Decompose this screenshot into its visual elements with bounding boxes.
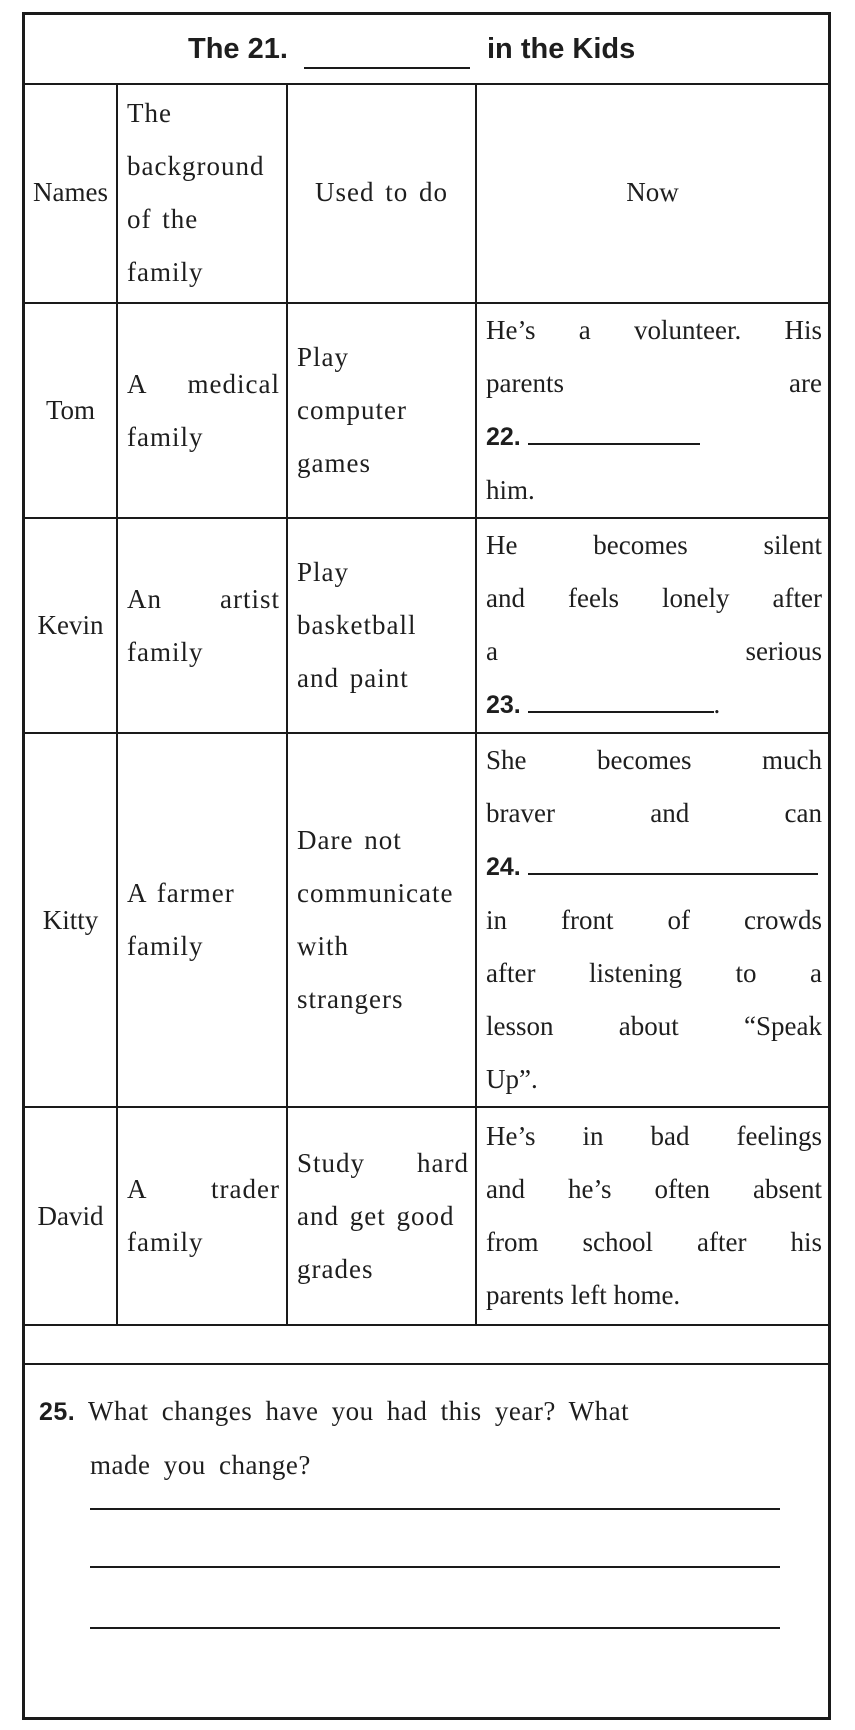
background-line: family (127, 421, 204, 452)
header-background-line: family (127, 256, 204, 287)
used-line: grades (297, 1253, 374, 1284)
question-number: 25. (39, 1398, 76, 1426)
table-row (25, 303, 828, 518)
period: . (713, 689, 721, 719)
row-name: Kitty (25, 733, 117, 1107)
table-row (25, 733, 828, 1107)
now-line: after listening to a (486, 958, 822, 988)
now-line: braver and can (486, 798, 822, 828)
blank-23 (528, 710, 714, 713)
row-now (476, 1107, 828, 1325)
now-line: She becomes much (486, 745, 822, 775)
answer-line[interactable] (90, 1627, 780, 1629)
header-background-line: of the (127, 203, 199, 234)
used-line: strangers (297, 984, 404, 1014)
question-text (39, 1385, 799, 1492)
used-line: Play (297, 342, 350, 372)
used-line: with (297, 931, 350, 961)
now-line (486, 840, 822, 894)
now-line (486, 410, 822, 464)
title-suffix: in the Kids (487, 33, 636, 65)
table-row (25, 1107, 828, 1325)
blank-21 (304, 67, 470, 69)
blank-number: 22. (486, 423, 521, 451)
row-name: Tom (25, 303, 117, 518)
header-background-line: The (127, 97, 172, 128)
row-background (117, 1107, 287, 1325)
question-line (39, 1385, 799, 1439)
used-line: Play (297, 557, 350, 587)
background-line: An artist (127, 583, 280, 614)
header-used: Used to do (287, 83, 476, 303)
used-line: and paint (297, 663, 409, 693)
now-line (486, 678, 822, 732)
answer-line[interactable] (90, 1566, 780, 1568)
row-now (476, 303, 828, 518)
used-line: Study hard (297, 1147, 469, 1178)
table-row (25, 518, 828, 733)
question-line-2: made you change? (90, 1450, 311, 1480)
row-background (117, 303, 287, 518)
blank-number: 23. (486, 691, 521, 719)
used-line: and get good (297, 1200, 455, 1231)
header-background (117, 83, 287, 303)
used-line: communicate (297, 878, 454, 908)
now-line: a serious (486, 636, 822, 666)
now-line: lesson about “Speak (486, 1011, 822, 1041)
row-now (476, 518, 828, 733)
background-line: A farmer (127, 878, 235, 908)
blank-number: 24. (486, 853, 521, 881)
header-row (25, 83, 828, 303)
used-line: Dare not (297, 825, 402, 855)
header-names: Names (25, 83, 117, 303)
row-now (476, 733, 828, 1107)
row-name: Kevin (25, 518, 117, 733)
question-25 (25, 1363, 828, 1717)
background-line: family (127, 1227, 204, 1257)
row-name: David (25, 1107, 117, 1325)
now-line: and feels lonely after (486, 583, 822, 613)
now-line: He’s in bad feelings (486, 1121, 822, 1151)
used-line: games (297, 448, 371, 478)
now-line: He’s a volunteer. His (486, 315, 822, 345)
now-line: and he’s often absent (486, 1174, 822, 1204)
now-line: from school after his (486, 1227, 822, 1257)
header-now: Now (476, 83, 828, 303)
now-line: him. (486, 475, 535, 505)
now-line: parents left home. (486, 1280, 681, 1310)
now-line: parents are (486, 368, 822, 398)
used-line: computer (297, 395, 407, 425)
now-line: Up”. (486, 1064, 538, 1094)
background-line: family (127, 636, 204, 667)
row-used (287, 303, 476, 518)
question-line-1: What changes have you had this year? What (88, 1396, 630, 1426)
now-line: in front of crowds (486, 905, 822, 935)
now-line: He becomes silent (486, 530, 822, 560)
row-used (287, 1107, 476, 1325)
answer-line[interactable] (90, 1508, 780, 1510)
background-line: A medical (127, 368, 280, 399)
background-line: A trader (127, 1174, 280, 1204)
info-table (25, 83, 828, 1326)
background-line: family (127, 931, 204, 961)
row-used (287, 733, 476, 1107)
worksheet (22, 12, 831, 1720)
blank-24 (528, 872, 818, 875)
row-background (117, 518, 287, 733)
title-prefix: The 21. (188, 33, 288, 65)
row-background (117, 733, 287, 1107)
table-title (25, 15, 828, 85)
row-used (287, 518, 476, 733)
blank-22 (528, 442, 700, 445)
header-background-line: background (127, 150, 265, 181)
used-line: basketball (297, 610, 417, 640)
